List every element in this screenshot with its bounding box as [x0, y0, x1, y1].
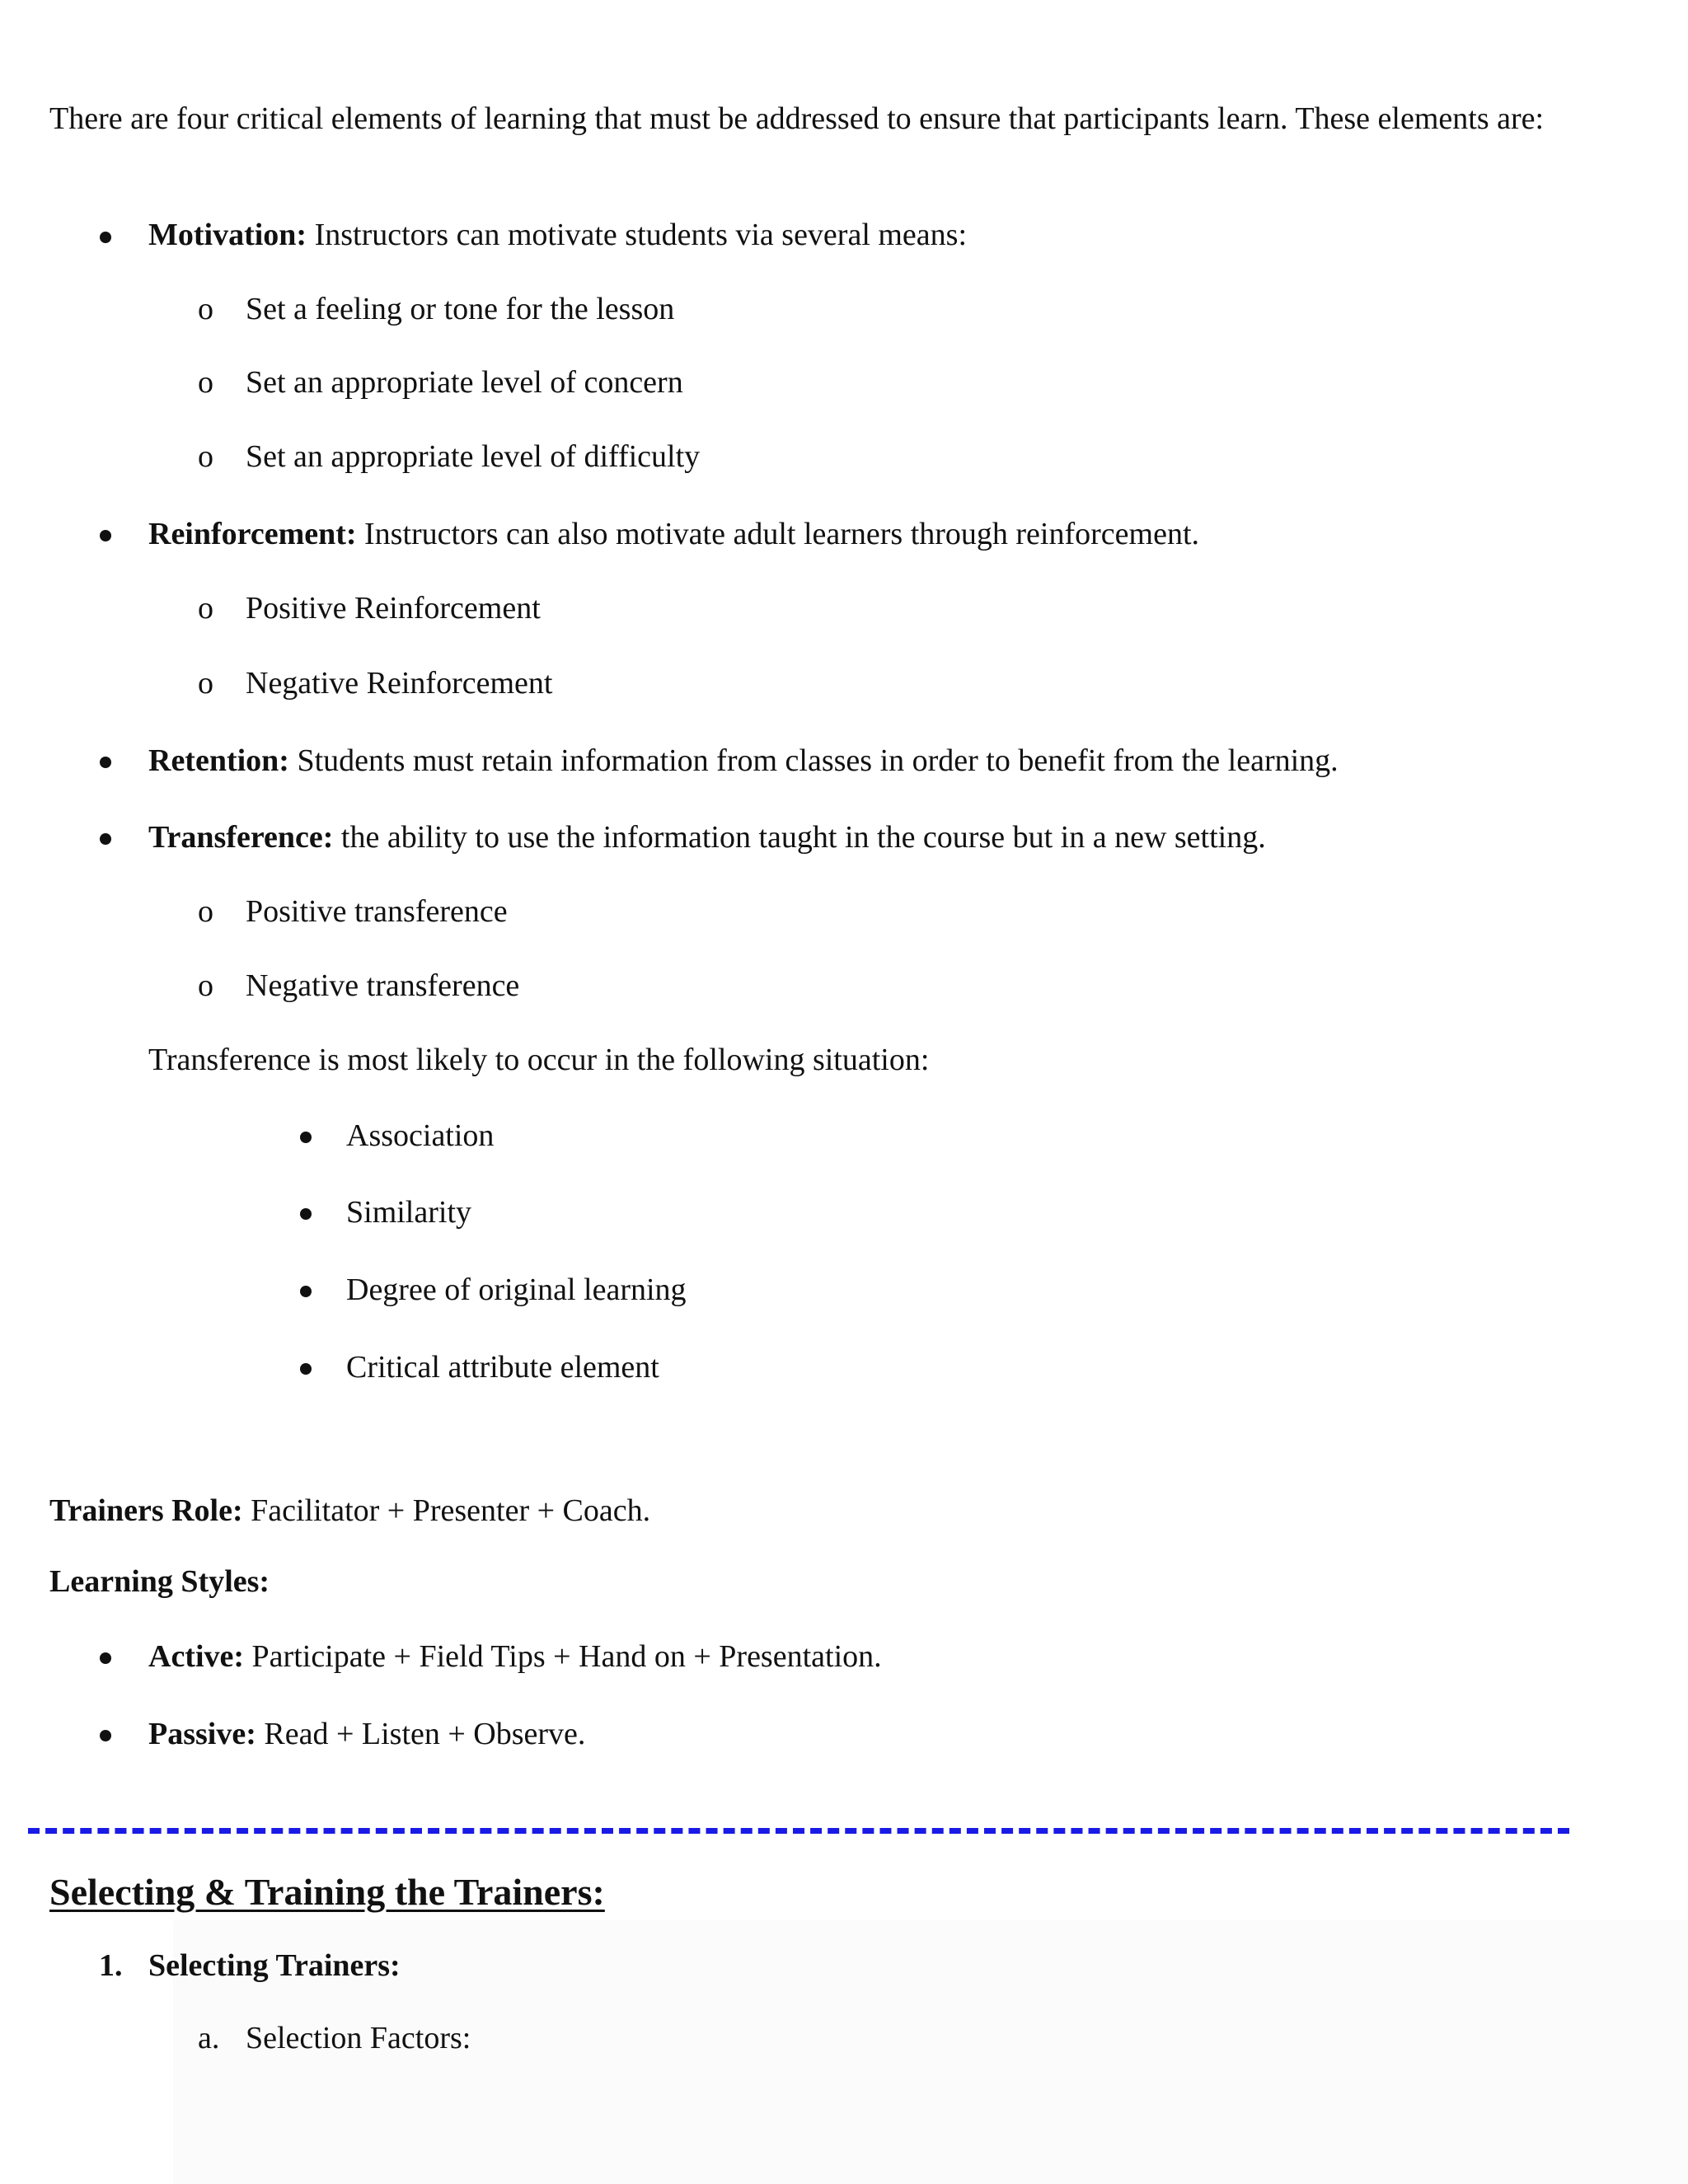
retention-text: Students must retain information from classes in order to benefit from the learning.: [288, 743, 1339, 778]
bullet-icon: [100, 833, 111, 845]
motivation-text: Instructors can motivate students via several means:: [307, 218, 968, 252]
circle-bullet-icon: o: [198, 439, 213, 474]
trainers-role-label: Trainers Role:: [49, 1493, 243, 1528]
trainers-role: [49, 1492, 650, 1530]
active-style-label: Active:: [148, 1639, 245, 1674]
selecting-trainers-item: Selecting Trainers:: [148, 1948, 401, 1983]
dashed-divider: [28, 1828, 1569, 1834]
situation-1: Association: [346, 1118, 495, 1153]
situation-2: Similarity: [346, 1195, 471, 1230]
trainers-role-text: Facilitator + Presenter + Coach.: [242, 1493, 651, 1528]
active-style-item: [148, 1638, 882, 1675]
motivation-label: Motivation:: [148, 218, 307, 252]
transference-sub-2: Negative transference: [246, 968, 520, 1003]
selection-factors-item: Selection Factors:: [246, 2021, 471, 2055]
situation-3: Degree of original learning: [346, 1272, 687, 1307]
bullet-icon: [100, 530, 111, 541]
bullet-icon: [300, 1208, 312, 1220]
transference-sub-1: Positive transference: [246, 894, 508, 929]
retention-item: [148, 742, 1339, 780]
reinforcement-label: Reinforcement:: [148, 517, 357, 551]
bullet-icon: [300, 1286, 312, 1297]
reinforcement-sub-1: Positive Reinforcement: [246, 591, 541, 626]
reinforcement-text: Instructors can also motivate adult learners through reinforcement.: [356, 517, 1200, 551]
motivation-sub-3: Set an appropriate level of difficulty: [246, 439, 701, 474]
bullet-icon: [100, 1730, 111, 1741]
passive-style-text: Read + Listen + Observe.: [256, 1717, 586, 1751]
circle-bullet-icon: o: [198, 292, 213, 326]
motivation-sub-1: Set a feeling or tone for the lesson: [246, 292, 675, 326]
circle-bullet-icon: o: [198, 968, 213, 1003]
circle-bullet-icon: o: [198, 365, 213, 400]
retention-label: Retention:: [148, 743, 289, 778]
reinforcement-item: [148, 515, 1199, 553]
passive-style-label: Passive:: [148, 1717, 256, 1751]
transference-text: the ability to use the information taught in the course but in a new setting.: [333, 820, 1266, 855]
situation-4: Critical attribute element: [346, 1350, 659, 1385]
list-number: 1.: [99, 1948, 123, 1983]
bullet-icon: [100, 232, 111, 243]
intro-paragraph: There are four critical elements of learning that must be addressed to ensure that participants learn. These elements are:: [49, 101, 1545, 136]
circle-bullet-icon: o: [198, 666, 213, 701]
transference-label: Transference:: [148, 820, 334, 855]
list-letter: a.: [198, 2021, 220, 2055]
transference-situation-text: Transference is most likely to occur in the following situation:: [148, 1043, 930, 1077]
bullet-icon: [300, 1132, 312, 1143]
bullet-icon: [100, 1652, 111, 1664]
circle-bullet-icon: o: [198, 894, 213, 929]
transference-item: [148, 818, 1266, 856]
motivation-sub-2: Set an appropriate level of concern: [246, 365, 683, 400]
reinforcement-sub-2: Negative Reinforcement: [246, 666, 553, 701]
learning-styles-title: Learning Styles:: [49, 1564, 270, 1599]
circle-bullet-icon: o: [198, 591, 213, 626]
bullet-icon: [100, 757, 111, 768]
passive-style-item: [148, 1715, 585, 1753]
active-style-text: Participate + Field Tips + Hand on + Presentation.: [244, 1639, 882, 1674]
motivation-item: [148, 216, 967, 254]
section-heading: Selecting & Training the Trainers:: [49, 1871, 605, 1913]
bullet-icon: [300, 1363, 312, 1375]
